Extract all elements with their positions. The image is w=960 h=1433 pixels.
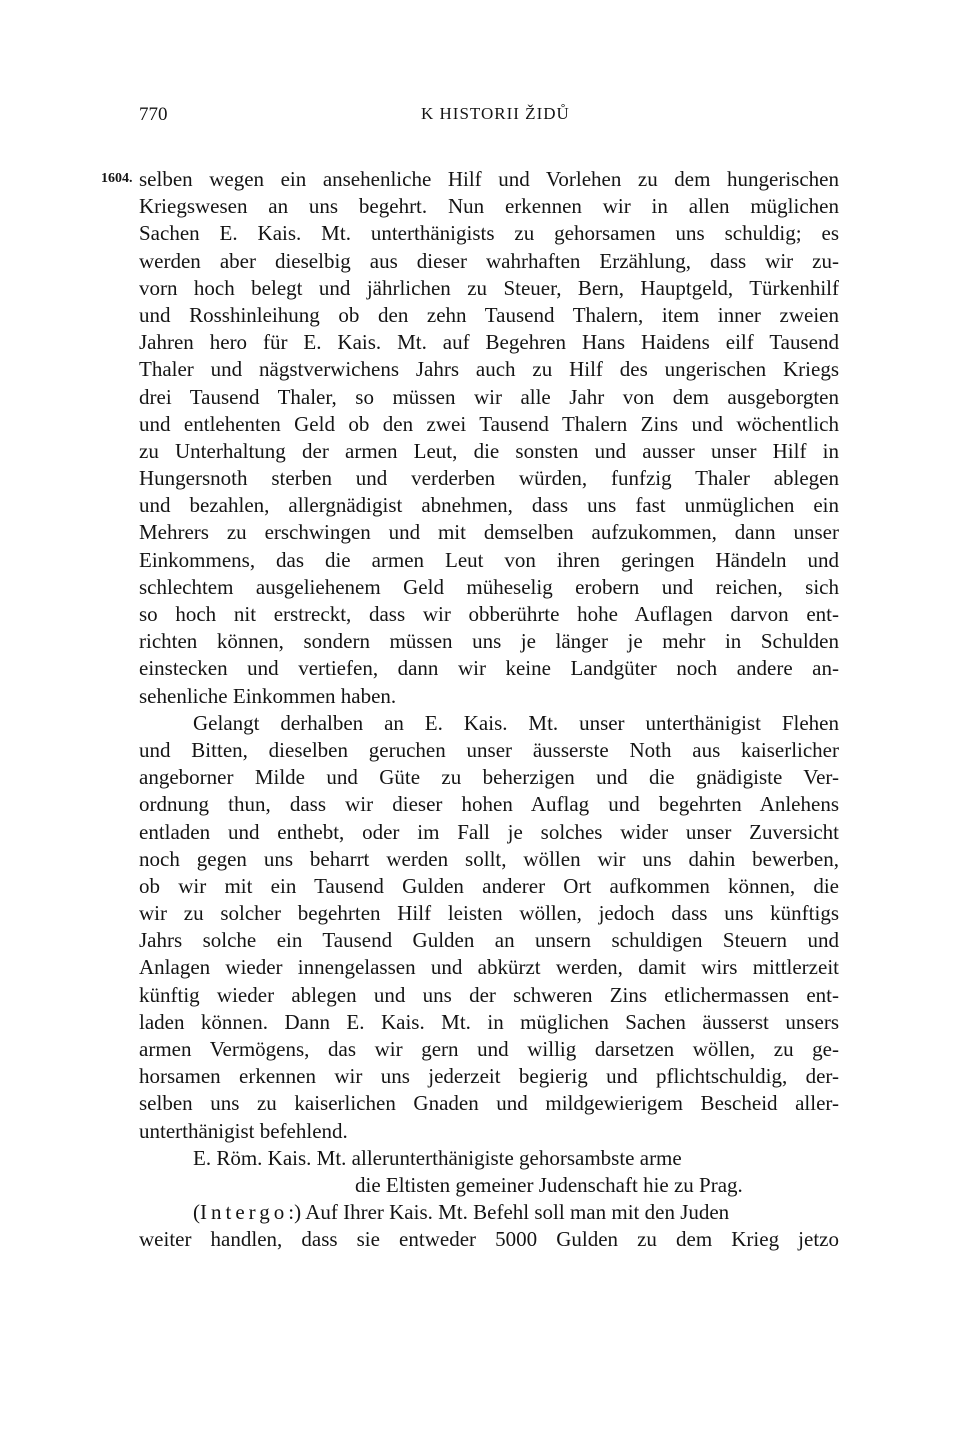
text-line: Mehrers zu erschwingen und mit demselben aufzukommen, dann unser	[139, 520, 839, 545]
text-line: selben wegen ein ansehenliche Hilf und Vorlehen zu dem hungerischen	[139, 167, 839, 191]
signature-line: die Eltisten gemeiner Judenschaft hie zu Prag.	[355, 1172, 743, 1197]
text-line: armen Vermögens, das wir gern und willig darsetzen wöllen, zu ge-	[139, 1037, 839, 1061]
text-line: laden können. Dann E. Kais. Mt. in müglichen Sachen äusserst unsers	[139, 1009, 839, 1034]
text-line: noch gegen uns beharrt werden sollt, wöllen wir uns dahin bewerben,	[139, 846, 839, 871]
text-line: selben uns zu kaiserlichen Gnaden und mildgewierigem Bescheid aller-	[139, 1091, 839, 1116]
intergo-text: Auf Ihrer Kais. Mt. Befehl soll man mit den Juden	[305, 1200, 730, 1225]
text-line: Jahrs solche ein Tausend Gulden an unsern schuldigen Steuern und	[139, 928, 839, 953]
page-number: 770	[139, 104, 168, 125]
text-line: einstecken und vertiefen, dann wir keine Landgüter noch andere an-	[139, 656, 839, 681]
text-line: ob wir mit ein Tausend Gulden anderer Ort aufkommen können, die	[139, 873, 839, 898]
text-line: entladen und enthebt, oder im Fall je solches wider unser Zuversicht	[139, 819, 839, 844]
text-line: Jahren hero für E. Kais. Mt. auf Begehren Hans Haidens eilf Tausend	[139, 330, 839, 355]
text-line: schlechtem ausgeliehenem Geld müheselig erobern und reichen, sich	[139, 574, 839, 599]
text-line: drei Tausend Thaler, so müssen wir alle Jahr von dem ausgeborgten	[139, 384, 839, 409]
text-line: werden aber dieselbig aus dieser wahrhaften Erzählung, dass wir zu-	[139, 248, 839, 273]
margin-year-note: 1604.	[101, 171, 133, 186]
text-line: Anlagen wieder innengelassen und abkürzt werden, damit wirs mittlerzeit	[139, 955, 839, 980]
text-line: und bezahlen, allergnädigist abnehmen, dass uns fast unmüglichen ein	[139, 493, 839, 518]
text-line: Kriegswesen an uns begehrt. Nun erkennen wir in allen müglichen	[139, 194, 839, 219]
intergo-label: Intergo	[200, 1200, 289, 1225]
text-line: zu Unterhaltung der armen Leut, die sonsten und ausser unser Hilf in	[139, 438, 839, 463]
text-line: und Rosshinleihung ob den zehn Tausend Thalern, item inner zweien	[139, 302, 839, 327]
text-line: Hungersnoth sterben und verderben würden, funfzig Thaler ablegen	[139, 466, 839, 491]
text-line: und entlehenten Geld ob den zwei Tausend Thalern Zins und wöchentlich	[139, 411, 839, 436]
page-header	[0, 104, 960, 136]
text-line: Einkommens, das die armen Leut von ihren geringen Händeln und	[139, 547, 839, 572]
text-line: Sachen E. Kais. Mt. unterthänigists zu gehorsamen uns schuldig; es	[139, 221, 839, 246]
text-line: unterthänigist befehlend.	[139, 1118, 348, 1143]
body-text	[139, 166, 839, 1254]
text-line: und Bitten, dieselben geruchen unser äusserste Noth aus kaiserlicher	[139, 737, 839, 762]
text-line: horsamen erkennen wir uns jederzeit begierig und pflichtschuldig, der-	[139, 1064, 839, 1089]
text-line: (Intergo:) Auf Ihrer Kais. Mt. Befehl soll man mit den Juden	[193, 1200, 730, 1225]
text-line: Gelangt derhalben an E. Kais. Mt. unser unterthänigist Flehen	[193, 710, 839, 735]
signature-line: E. Röm. Kais. Mt. allerunterthänigiste gehorsambste arme	[193, 1145, 682, 1170]
text-line: vorn hoch belegt und jährlichen zu Steuer, Bern, Hauptgeld, Türkenhilf	[139, 275, 839, 300]
text-line: angeborner Milde und Güte zu beherzigen und die gnädigiste Ver-	[139, 765, 839, 790]
text-line: ordnung thun, dass wir dieser hohen Auflag und begehrten Anlehens	[139, 792, 839, 817]
text-line: Thaler und nägstverwichens Jahrs auch zu Hilf des ungerischen Kriegs	[139, 357, 839, 382]
text-line: so hoch nit erstreckt, dass wir obberührte hohe Auflagen darvon ent-	[139, 602, 839, 626]
paragraph-1	[139, 166, 839, 710]
text-line: richten können, sondern müssen uns je länger je mehr in Schulden	[139, 629, 839, 654]
text-line: wir zu solcher begehrten Hilf leisten wöllen, jedoch dass uns künftigs	[139, 901, 839, 926]
paragraph-3	[139, 1199, 839, 1253]
running-title: K HISTORII ŽIDŮ	[421, 104, 570, 123]
text-line: sehenliche Einkommen haben.	[139, 683, 397, 708]
text-line: weiter handlen, dass sie entweder 5000 Gulden zu dem Krieg jetzo	[139, 1227, 839, 1252]
text-line: künftig wieder ablegen und uns der schweren Zins etlichermassen ent-	[139, 982, 839, 1007]
signature-block	[139, 1145, 839, 1199]
paragraph-2	[139, 710, 839, 1145]
